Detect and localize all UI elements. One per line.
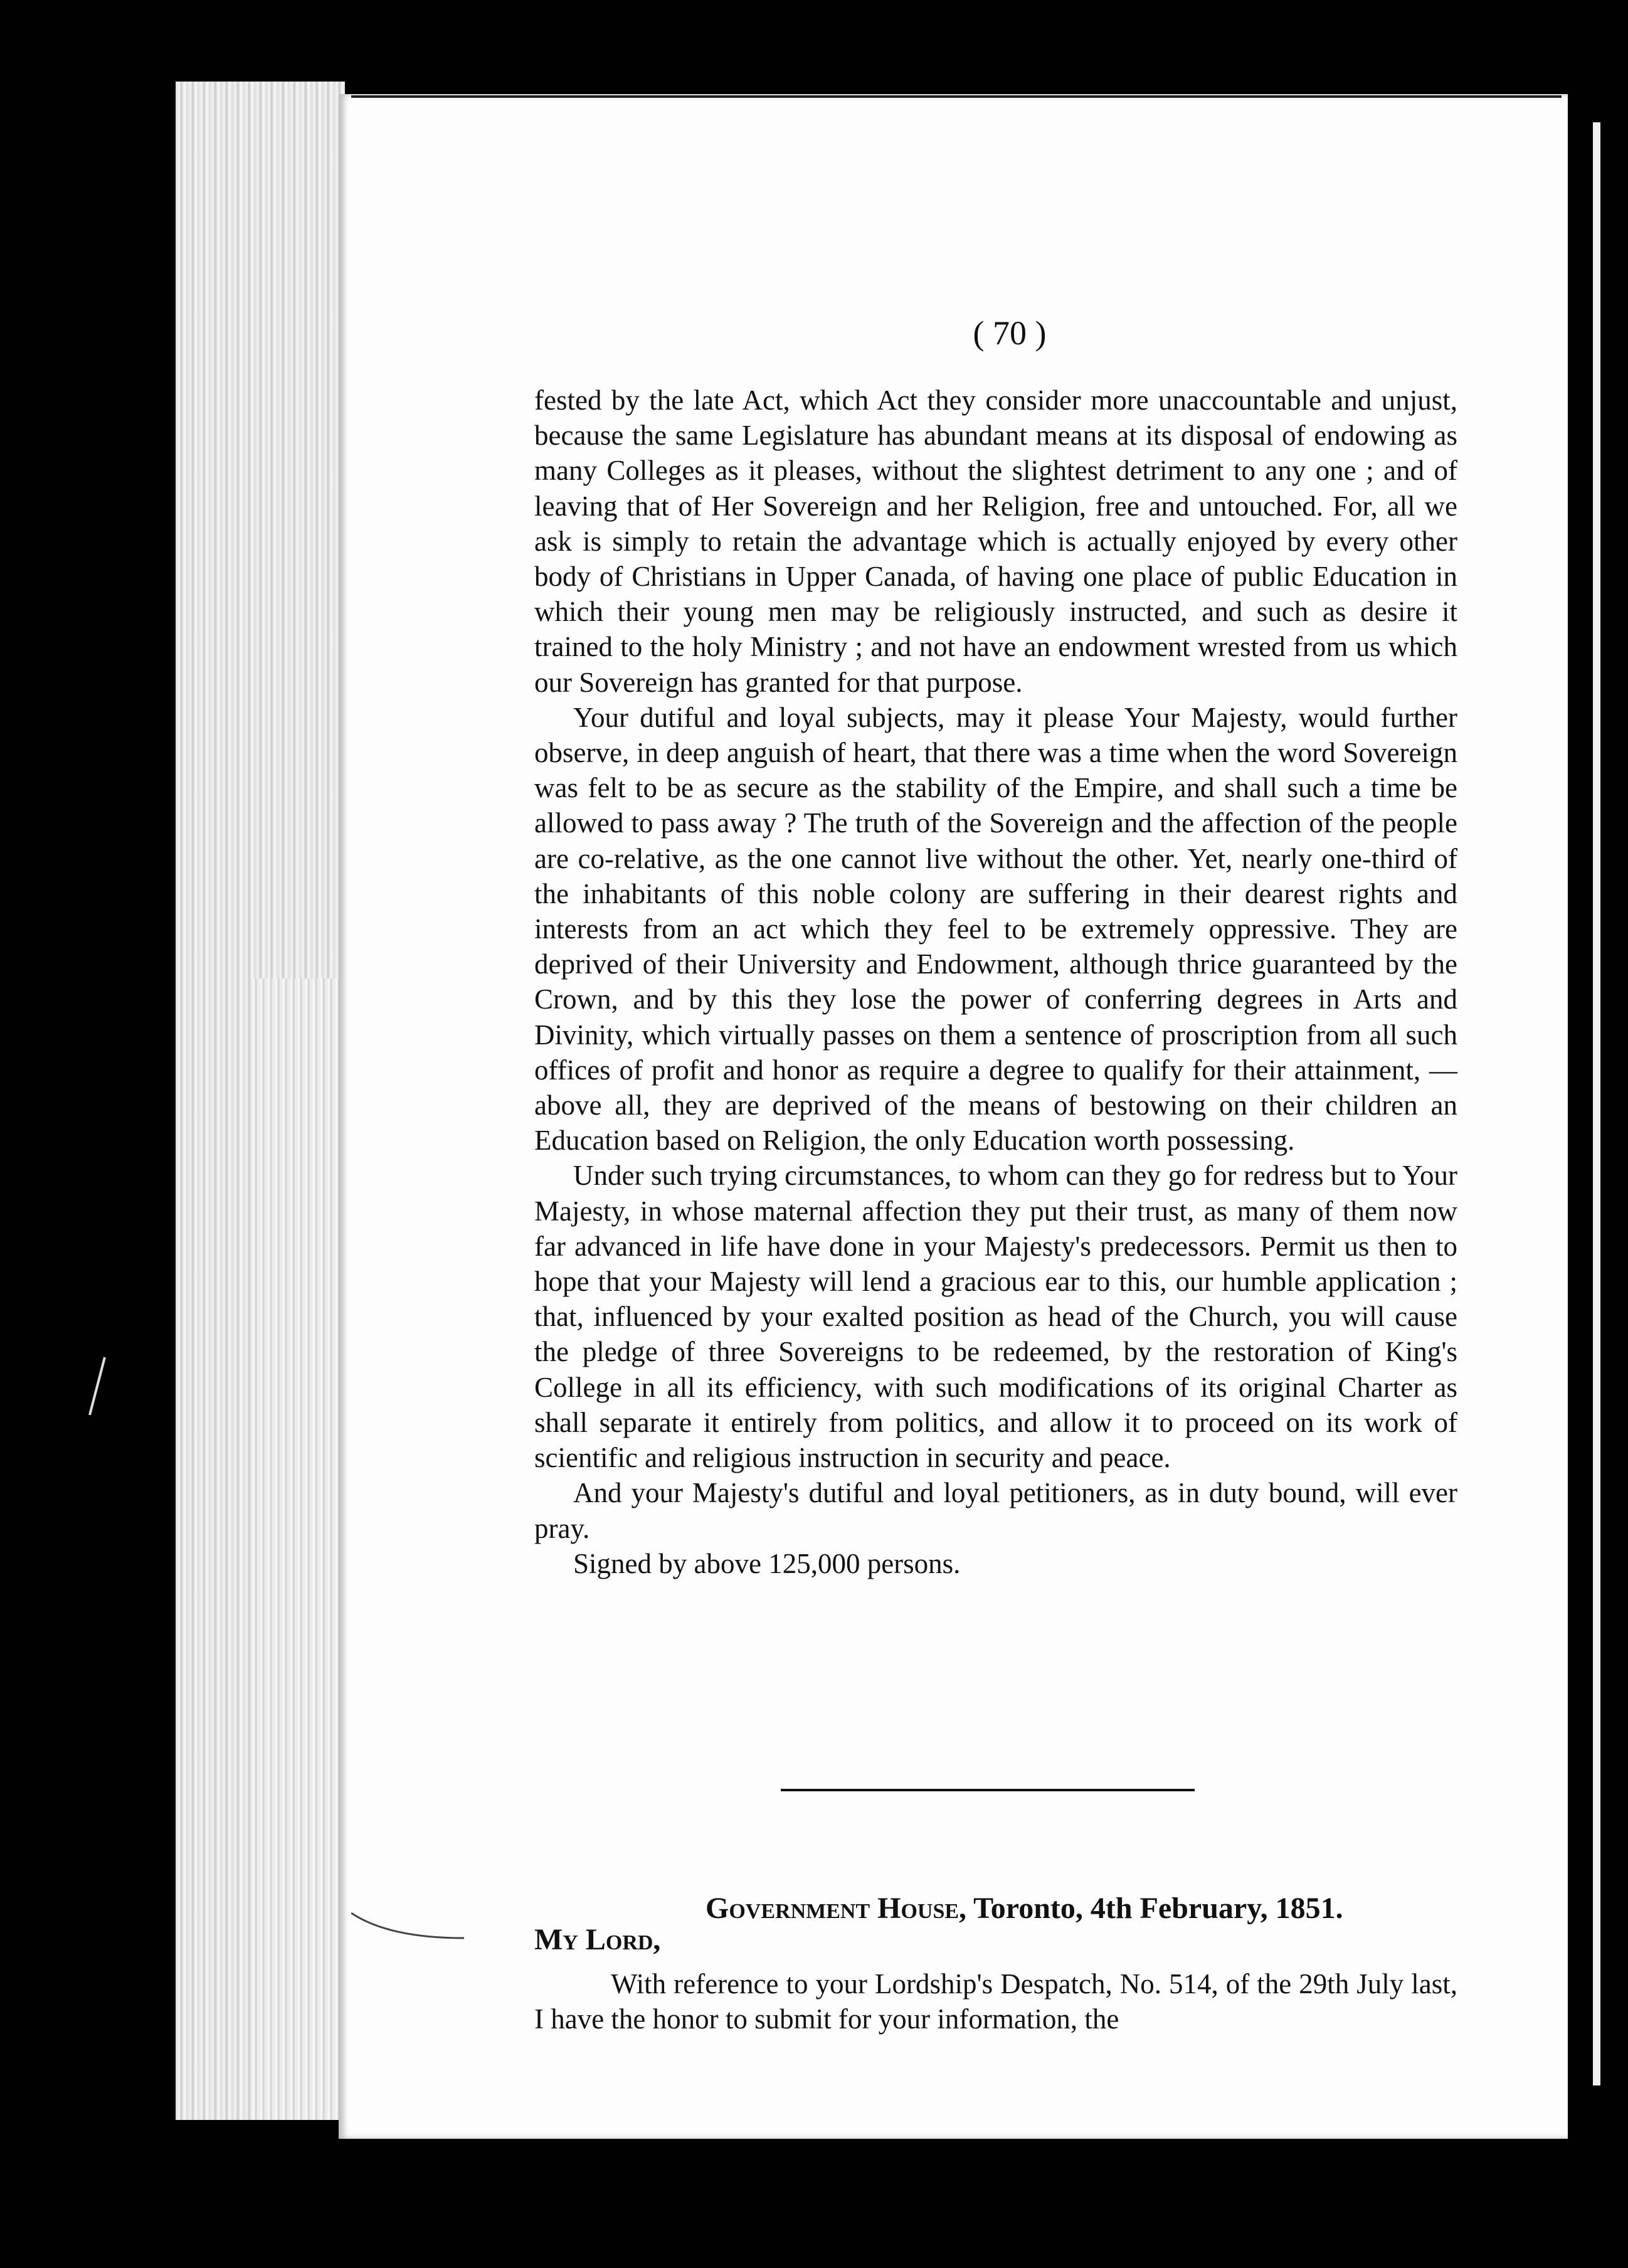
paragraph-3: Under such trying circumstances, to whom can they go for redress but to Your Majesty, in whose maternal affection they put their trust, as many of them now far advanced in life have done in your Majesty's predecessors. Permit us then to hope that your Majesty will lend a gracious ear to this, our humble application ; that, influenced by your exalted position as head of the Church, you will cause the pledge of three Sovereigns to be redeemed, by the restoration of King's College in all its efficiency, with such modifications of its original Charter as shall separate it entirely from politics, and allow it to proceed on its work of scientific and religious instruction in security and peace. (534, 1160, 1457, 1474)
page-number: ( 70 ) (973, 314, 1047, 352)
petition-text (534, 383, 1457, 1581)
letter-salutation: My Lord, (534, 1923, 661, 1956)
book-page-edges-lower (251, 978, 351, 2120)
margin-curve-mark (351, 1907, 464, 1944)
page-top-border (351, 95, 1562, 98)
letter-body: With reference to your Lordship's Despatch, No. 514, of the 29th July last, I have the honor to submit for your information, the (534, 1968, 1457, 2035)
letter-heading (706, 1891, 1343, 1926)
signature-line: Signed by above 125,000 persons. (573, 1547, 961, 1579)
pencil-mark-icon (85, 1355, 110, 1417)
letter-heading-place: Government House (706, 1892, 959, 1925)
section-divider (781, 1789, 1195, 1791)
paragraph-2: Your dutiful and loyal subjects, may it please Your Majesty, would further observe, in deep anguish of heart, that there was a time when the word Sovereign was felt to be as secure as the stability of the Empire, and shall such a time be allowed to pass away ? The truth of the Sovereign and the affection of the people are co-relative, as the one cannot live without the other. Yet, nearly one-third of the inhabitants of this noble colony are suffering in their dearest rights and interests from an act which they feel to be extremely oppressive. They are deprived of their University and Endowment, although thrice guaranteed by the Crown, and by this they lose the power of conferring degrees in Arts and Divinity, which virtually passes on them a sentence of proscription from all such offices of profit and honor as require a degree to qualify for their attainment, —above all, they are deprived of the means of bestowing on their children an Education based on Religion, the only Education worth possessing. (534, 701, 1457, 1157)
letter-heading-date: , Toronto, 4th February, 1851. (959, 1892, 1343, 1925)
paragraph-1: fested by the late Act, which Act they consider more unaccountable and unjust, because the same Legislature has abundant means at its disposal of endowing as many Colleges as it pleases, without the slightest detriment to any one ; and of leaving that of Her Sovereign and her Religion, free and untouched. For, all we ask is simply to retain the advantage which is actually enjoyed by every other body of Christians in Upper Canada, of having one place of public Education in which their young men may be religiously instructed, and such as desire it trained to the holy Ministry ; and not have an endowment wrested from us which our Sovereign has granted for that purpose. (534, 384, 1457, 698)
facing-page-edge (1593, 122, 1600, 2085)
paragraph-4: And your Majesty's dutiful and loyal petitioners, as in duty bound, will ever pray. (534, 1477, 1457, 1544)
